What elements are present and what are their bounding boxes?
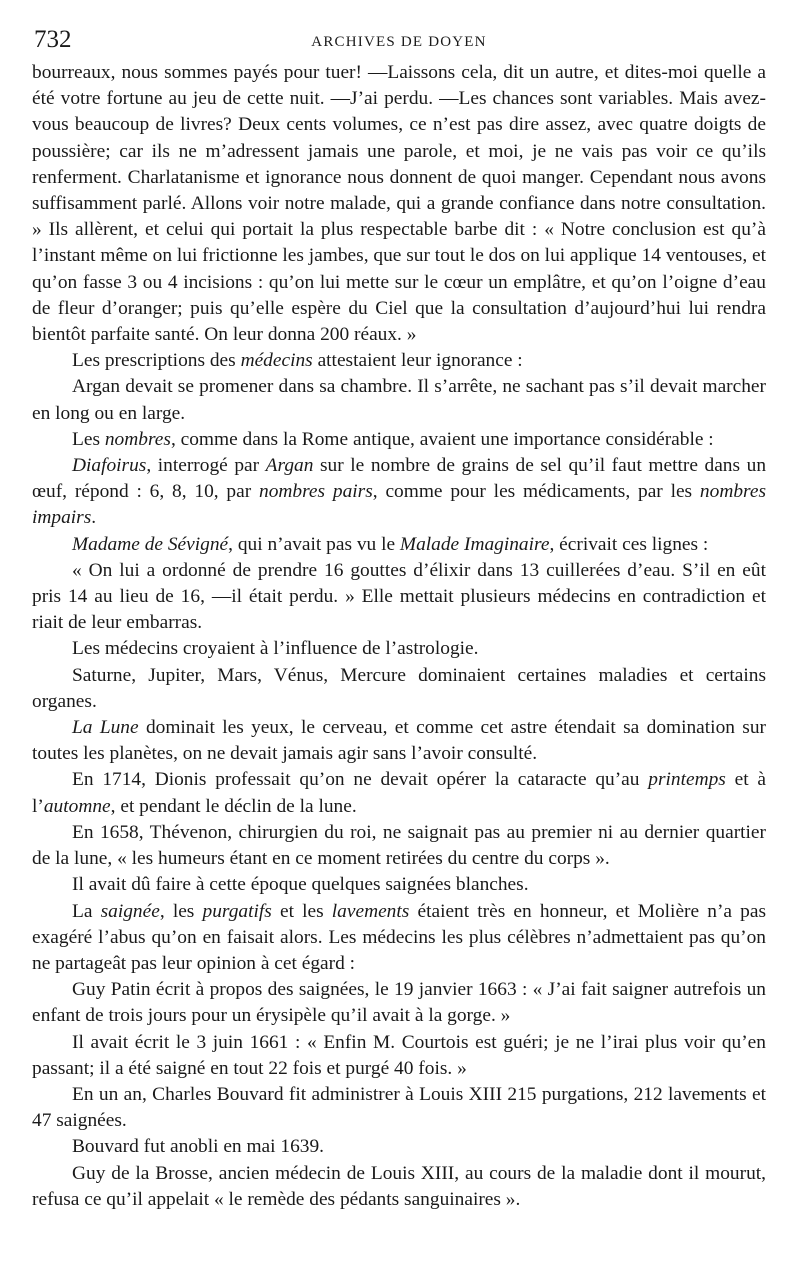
paragraph: Il avait écrit le 3 juin 1661 : « Enfin M. Courtois est guéri; je ne l’irai plus voir qu’en passant; il a été saigné en tout 22 fois et purgé 40 fois. » [32,1031,766,1079]
page-number: 732 [34,26,72,53]
paragraph: La saignée, les purgatifs et les lavements étaient très en honneur, et Molière n’a pas exagéré l’abus qu’on en faisait alors. Les médecins les plus célèbres n’admettaient pas qu’on ne partageât pas leur opinion à cet égard : [32,900,766,974]
paragraph: En 1658, Thévenon, chirurgien du roi, ne saignait pas au premier ni au dernier quartier de la lune, « les humeurs étant en ce moment retirées du centre du corps ». [32,821,766,870]
paragraph: Il avait dû faire à cette époque quelques saignées blanches. [72,874,529,896]
running-head: ARCHIVES DE DOYEN [311,34,487,50]
paragraph: En 1714, Dionis professait qu’on ne devait opérer la cataracte qu’au printemps et à l’automne, et pendant le déclin de la lune. [32,769,766,817]
paragraph: Bouvard fut anobli en mai 1639. [72,1136,325,1158]
paragraph: La Lune dominait les yeux, le cerveau, et comme cet astre étendait sa domination sur toutes les planètes, on ne devait jamais agir sans l’avoir consulté. [32,717,766,765]
paragraph: bourreaux, nous sommes payés pour tuer! —Laissons cela, dit un autre, et dites-moi quelle a été votre fortune au jeu de cette nuit. —J’ai perdu. —Les chances sont variables. Mais avez-vous beaucoup de livres? Deux cents volumes, ce n’est pas dire assez, avec quatre doigts de poussière; car ils ne m’adressent jamais une parole, et moi, je ne vais pas voir ce qu’ils renferment. Charlatanisme et ignorance nous donnent de quoi manger. Cependant nous avons suffisamment parlé. Allons voir notre malade, qui a grande confiance dans notre consultation. » Ils allèrent, et celui qui portait la plus respectable barbe dit : « Notre conclusion est qu’à l’instant même on lui frictionne les jambes, que sur tout le dos on lui applique 14 ventouses, et qu’on fasse 3 ou 4 incisions : qu’on lui mette sur le cœur un emplâtre, et qu’on l’oigne d’eau de fleur d’oranger; puis qu’elle espère du Ciel que la consultation d’aujourd’hui lui rendra bientôt parfaite santé. On leur donna 200 réaux. » [32,62,767,346]
paragraph: En un an, Charles Bouvard fit administrer à Louis XIII 215 purgations, 212 lavements et 47 saignées. [32,1083,766,1132]
paragraph: Guy Patin écrit à propos des saignées, le 19 janvier 1663 : « J’ai fait saigner autrefois un enfant de trois jours pour un érysipèle qu’il avait à la gorge. » [32,979,766,1027]
page-header [32,20,766,60]
paragraph: Les nombres, comme dans la Rome antique, avaient une importance considérable : [72,428,714,450]
paragraph: Saturne, Jupiter, Mars, Vénus, Mercure dominaient certaines maladies et certains organes. [32,664,766,712]
paragraph: « On lui a ordonné de prendre 16 gouttes d’élixir dans 13 cuillerées d’eau. S’il en eût pris 14 au lieu de 16, —il était perdu. » Elle mettait plusieurs médecins en contradiction et riait de leur embarras. [32,559,766,634]
paragraph: Les prescriptions des médecins attestaient leur ignorance : [72,350,523,372]
paragraph: Les médecins croyaient à l’influence de l’astrologie. [72,638,479,660]
paragraph: Diafoirus, interrogé par Argan sur le nombre de grains de sel qu’il faut mettre dans un œuf, répond : 6, 8, 10, par nombres pairs, comme pour les médicaments, par les nombres impairs. [32,455,767,529]
paragraph: Madame de Sévigné, qui n’avait pas vu le Malade Imaginaire, écrivait ces lignes : [72,533,709,555]
paragraph: Argan devait se promener dans sa chambre. Il s’arrête, ne sachant pas s’il devait marcher en long ou en large. [32,376,766,424]
body-text [32,60,766,1213]
paragraph: Guy de la Brosse, ancien médecin de Louis XIII, au cours de la maladie dont il mourut, refusa ce qu’il appelait « le remède des pédants sanguinaires ». [32,1162,766,1210]
